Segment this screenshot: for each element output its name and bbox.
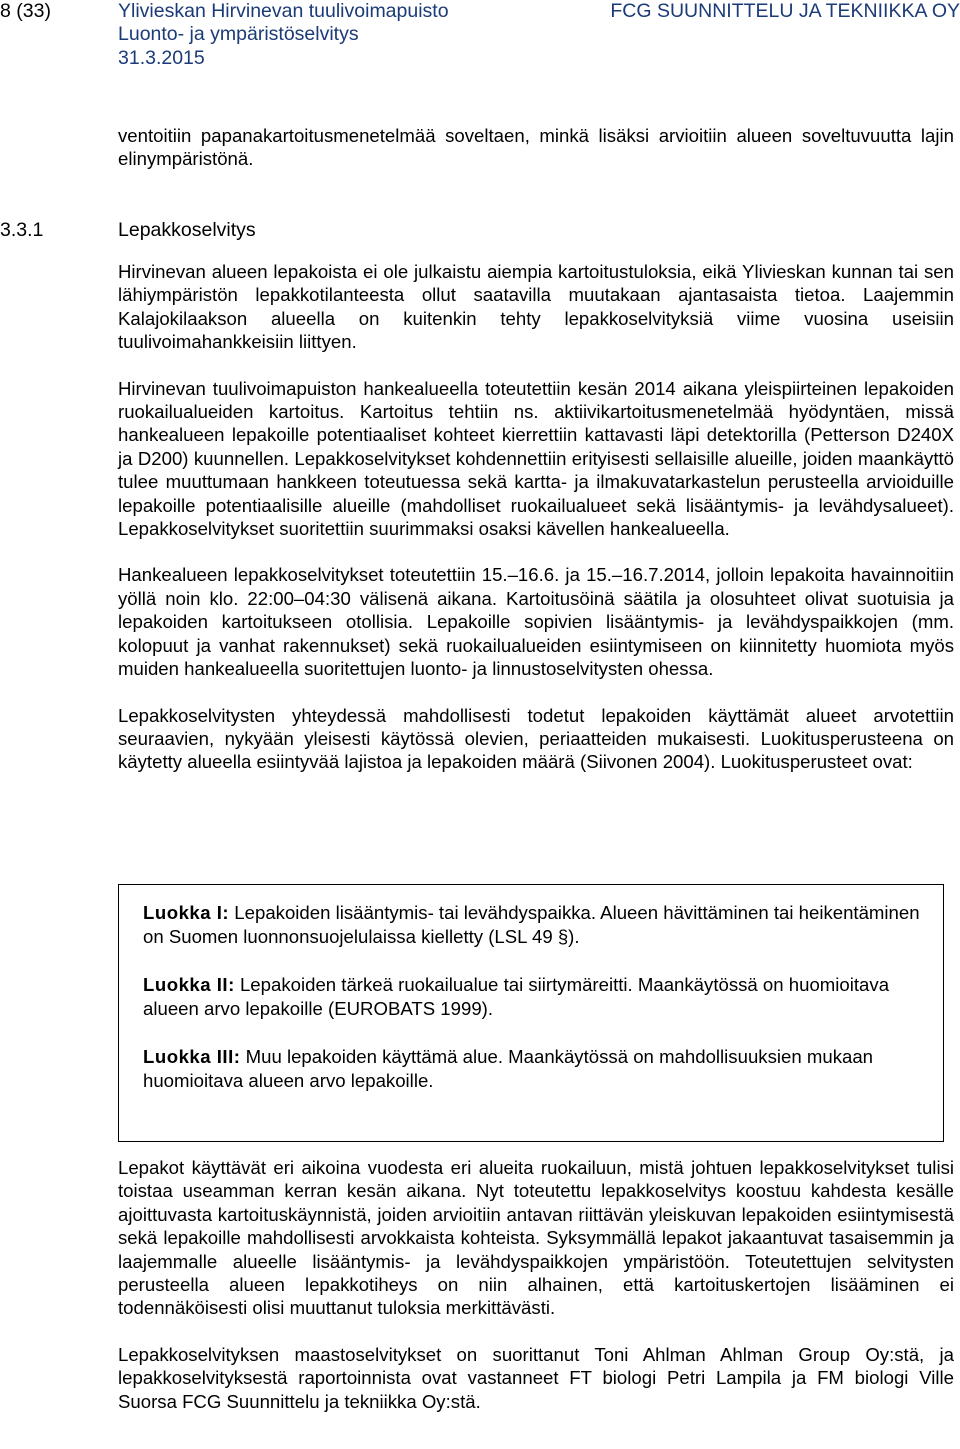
page-number: 8 (33) — [0, 0, 51, 22]
document-title: Ylivieskan Hirvinevan tuulivoimapuisto — [118, 0, 449, 22]
document-subtitle: Luonto- ja ympäristöselvitys — [118, 23, 359, 45]
section-body — [118, 260, 954, 774]
intro-block — [118, 124, 954, 171]
class-text: Lepakoiden lisääntymis- tai levähdyspaikka. Alueen hävittäminen tai heikentäminen on Suomen luonnonsuojelulaissa kielletty (LSL 49 §). — [143, 902, 920, 947]
class-text: Lepakoiden tärkeä ruokailualue tai siirtymäreitti. Maankäytössä on huomioitava alueen arvo lepakoille (EUROBATS 1999). — [143, 974, 890, 1019]
class-item — [143, 973, 923, 1021]
class-item — [143, 1045, 923, 1093]
class-text: Muu lepakoiden käyttämä alue. Maankäytössä on mahdollisuuksien mukaan huomioitava alueen arvo lepakoille. — [143, 1046, 874, 1091]
paragraph: Hirvinevan tuulivoimapuiston hankealueella toteutettiin kesän 2014 aikana yleispiirteinen lepakoiden ruokailualueiden kartoitus. Kartoitus tehtiin ns. aktiivikartoitusmenetelmää hyödyntäen, missä hankealueen lepakoille potentiaaliset kohteet kierrettiin kattavasti läpi detektorilla (Petterson D240X ja D200) kuunnellen. Lepakkoselvitykset kohdennettiin erityisesti sellaisille alueille, joiden maankäyttö tulee muuttumaan hankkeen toteutuessa sekä kartta- ja ilmakuvatarkastelun perusteella arvioiduille lepakoille potentiaalisille alueille (mahdolliset ruokailualueet sekä lisääntymis- ja levähdysalueet). Lepakkoselvitykset suoritettiin suurimmaksi osaksi kävellen hankealueella. — [118, 377, 954, 540]
company-name: FCG SUUNNITTELU JA TEKNIIKKA OY — [610, 0, 960, 22]
class-label: Luokka III: — [143, 1046, 241, 1067]
paragraph: Hankealueen lepakkoselvitykset toteutettiin 15.–16.6. ja 15.–16.7.2014, jolloin lepakoita havainnoitiin yöllä noin klo. 22:00–04:30 välisenä aikana. Kartoitusöinä säätila ja olosuhteet olivat suotuisia ja lepakoiden kartoitukseen otollisia. Lepakoille sopivien lisääntymis- ja levähdyspaikkojen (mm. kolopuut ja vanhat rakennukset) sekä ruokailualueiden esiintymiseen on kiinnitetty huomiota myös muiden hankealueella suoritettujen luonto- ja linnustoselvitysten ohessa. — [118, 564, 954, 680]
classification-box — [118, 884, 944, 1142]
document-date: 31.3.2015 — [118, 47, 205, 69]
class-item — [143, 901, 923, 949]
class-label: Luokka I: — [143, 902, 230, 923]
section-number: 3.3.1 — [0, 219, 44, 241]
closing-block — [118, 1156, 954, 1413]
paragraph: Hirvinevan alueen lepakoista ei ole julkaistu aiempia kartoitustuloksia, eikä Ylivieskan kunnan tai sen lähiympäristön lepakkotilanteesta ollut saatavilla muutakaan ajantasaista tietoa. Laajemmin Kalajokilaakson alueella on kuitenkin tehty lepakkoselvityksiä viime vuosina useisiin tuulivoimahankkeisiin liittyen. — [118, 261, 954, 353]
section-title: Lepakkoselvitys — [118, 219, 256, 241]
paragraph: Lepakkoselvitysten yhteydessä mahdollisesti todetut lepakoiden käyttämät alueet arvotettiin seuraavien, nykyään yleisesti käytössä olevien, periaatteiden mukaisesti. Luokitusperusteena on käytetty alueella esiintyvää lajistoa ja lepakoiden määrä (Siivonen 2004). Luokitusperusteet ovat: — [118, 704, 954, 773]
class-label: Luokka II: — [143, 974, 235, 995]
paragraph: Lepakot käyttävät eri aikoina vuodesta eri alueita ruokailuun, mistä johtuen lepakkoselvitykset tulisi toistaa useamman kerran kesän aikana. Nyt toteutettu lepakkoselvitys koostuu kahdesta kesälle ajoittuvasta kartoituskäynnistä, joiden arvioitiin antavan riittävän yleiskuvan lepakoiden esiintymisestä sekä lepakoille mahdollisesti arvokkaista kohteista. Syksymmällä lepakot jakaantuvat tasaisemmin ja laajemmalle alueelle lisääntymis- ja levähdyspaikkojen ympäristöön. Toteutettujen selvitysten perusteella alueen lepakkotiheys on niin alhainen, että kartoituskertojen lisääminen ei todennäköisesti olisi muuttanut tuloksia merkittävästi. — [118, 1157, 954, 1319]
intro-paragraph: ventoitiin papanakartoitusmenetelmää soveltaen, minkä lisäksi arvioitiin alueen soveltuvuutta lajin elinympäristönä. — [118, 125, 954, 170]
paragraph: Lepakkoselvityksen maastoselvitykset on suorittanut Toni Ahlman Ahlman Group Oy:stä, ja lepakkoselvityksestä raportoinnista ovat vastanneet FT biologi Petri Lampila ja FM biologi Ville Suorsa FCG Suunnittelu ja tekniikka Oy:stä. — [118, 1343, 954, 1412]
page-header — [0, 0, 960, 72]
